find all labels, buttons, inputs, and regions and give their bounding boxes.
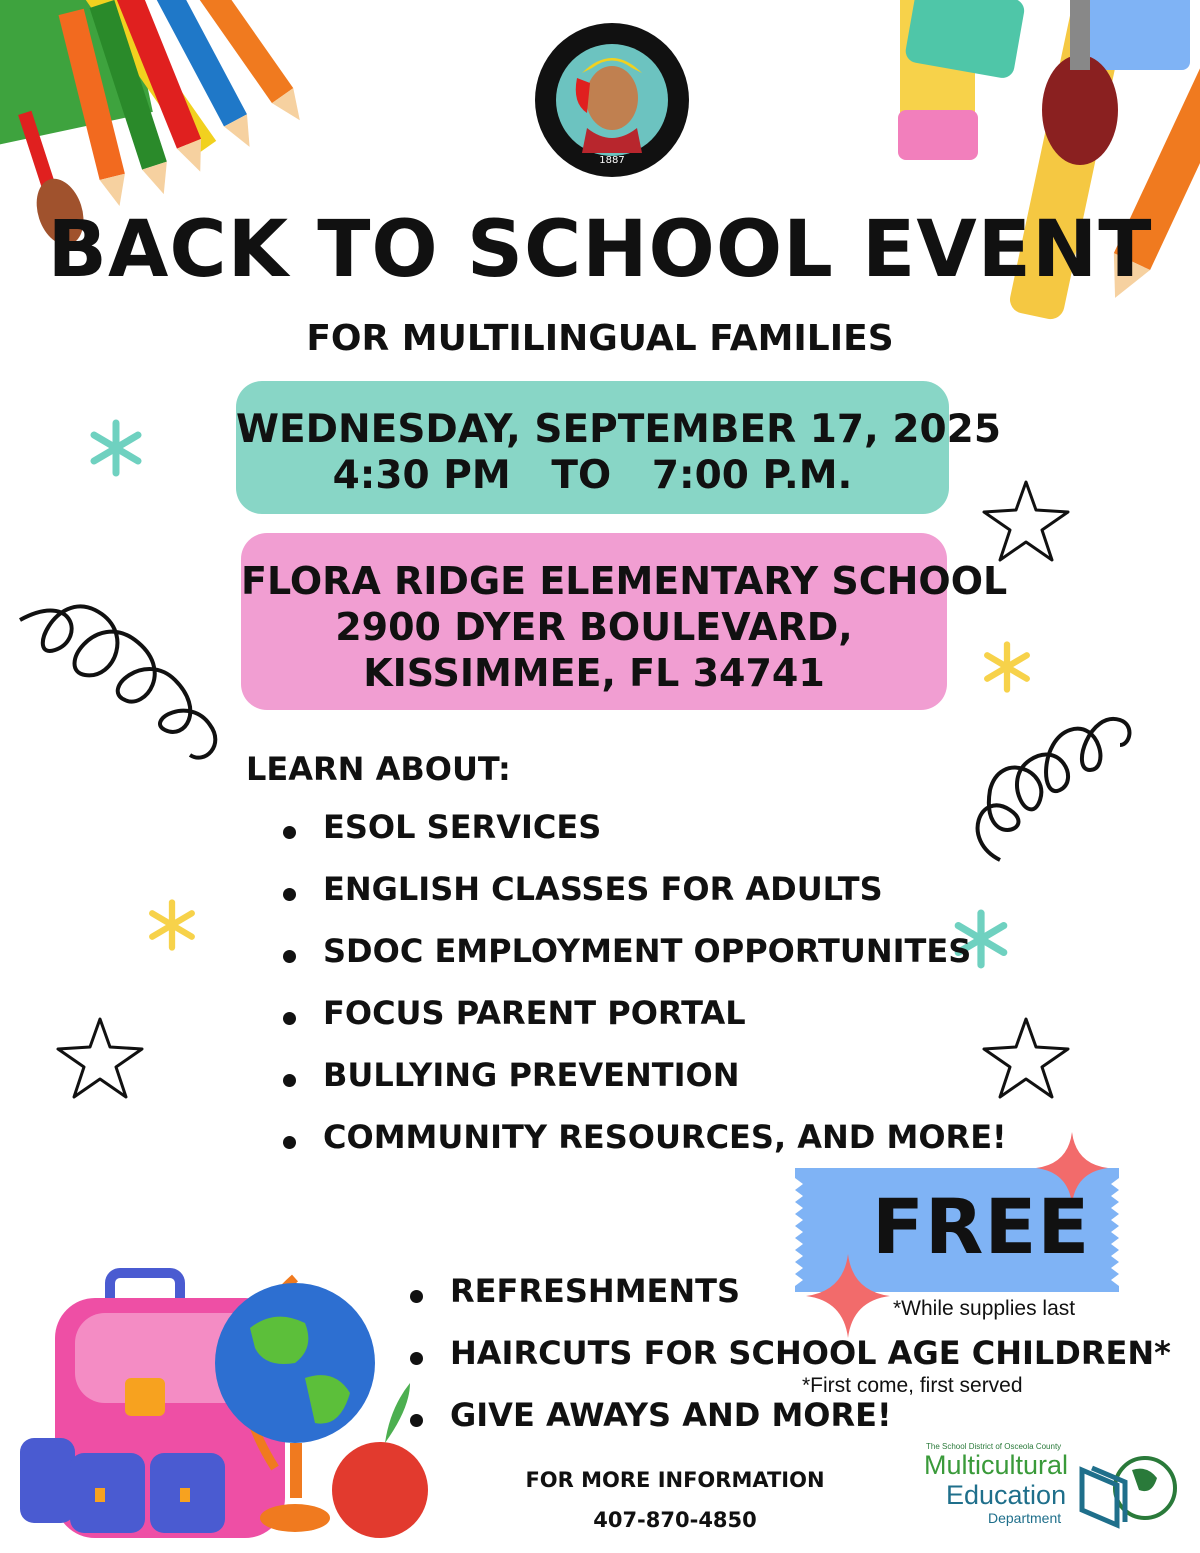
city-address: KISSIMMEE, FL 34741	[363, 651, 825, 695]
list-item: ENGLISH CLASSES FOR ADULTS	[283, 870, 1007, 932]
district-seal-logo	[532, 23, 692, 178]
event-subtitle: FOR MULTILINGUAL FAMILIES	[306, 318, 894, 359]
department-line1: Multicultural	[924, 1450, 1069, 1480]
list-item: HAIRCUTS FOR SCHOOL AGE CHILDREN*	[410, 1334, 1171, 1396]
backpack-globe-apple-illustration	[15, 1268, 435, 1543]
multicultural-department-logo	[922, 1442, 1182, 1532]
school-name: FLORA RIDGE ELEMENTARY SCHOOL	[241, 559, 1008, 603]
supplies-note: *While supplies last	[893, 1297, 1076, 1320]
event-time: 4:30 PM TO 7:00 P.M.	[332, 453, 853, 498]
department-line2: Education	[946, 1480, 1067, 1510]
date-time-box	[236, 381, 1001, 514]
list-item: FOCUS PARENT PORTAL	[283, 994, 1007, 1056]
event-title: BACK TO SCHOOL EVENT	[47, 205, 1153, 295]
star-outline-icon	[54, 1015, 146, 1101]
list-item: SDOC EMPLOYMENT OPPORTUNITES	[283, 932, 1007, 994]
free-label: FREE	[872, 1182, 1091, 1271]
yellow-asterisk-icon	[145, 898, 199, 952]
learn-about-list	[283, 808, 1007, 1180]
contact-phone: 407-870-4850	[593, 1508, 757, 1532]
list-item: GIVE AWAYS AND MORE!	[410, 1396, 1171, 1458]
free-items-list	[410, 1272, 1171, 1458]
street-address: 2900 DYER BOULEVARD,	[335, 605, 853, 649]
event-date: WEDNESDAY, SEPTEMBER 17, 2025	[236, 407, 1001, 452]
contact-label: FOR MORE INFORMATION	[525, 1468, 825, 1492]
location-box	[241, 533, 1008, 710]
list-item: BULLYING PREVENTION	[283, 1056, 1007, 1118]
yellow-asterisk-icon	[980, 640, 1034, 694]
teal-asterisk-icon	[86, 418, 146, 478]
learn-about-label: LEARN ABOUT:	[246, 750, 511, 788]
department-line3: Department	[988, 1510, 1062, 1526]
seal-year: 1887	[599, 155, 625, 166]
list-item: ESOL SERVICES	[283, 808, 1007, 870]
list-item: COMMUNITY RESOURCES, AND MORE!	[283, 1118, 1007, 1180]
department-district-text: The School District of Osceola County	[926, 1442, 1062, 1451]
book-globe-icon	[1077, 1450, 1177, 1530]
haircut-note: *First come, first served	[802, 1374, 1023, 1397]
star-outline-icon	[980, 478, 1072, 564]
list-item: REFRESHMENTS	[410, 1272, 1171, 1334]
spring-squiggle-left-decoration	[15, 580, 235, 770]
